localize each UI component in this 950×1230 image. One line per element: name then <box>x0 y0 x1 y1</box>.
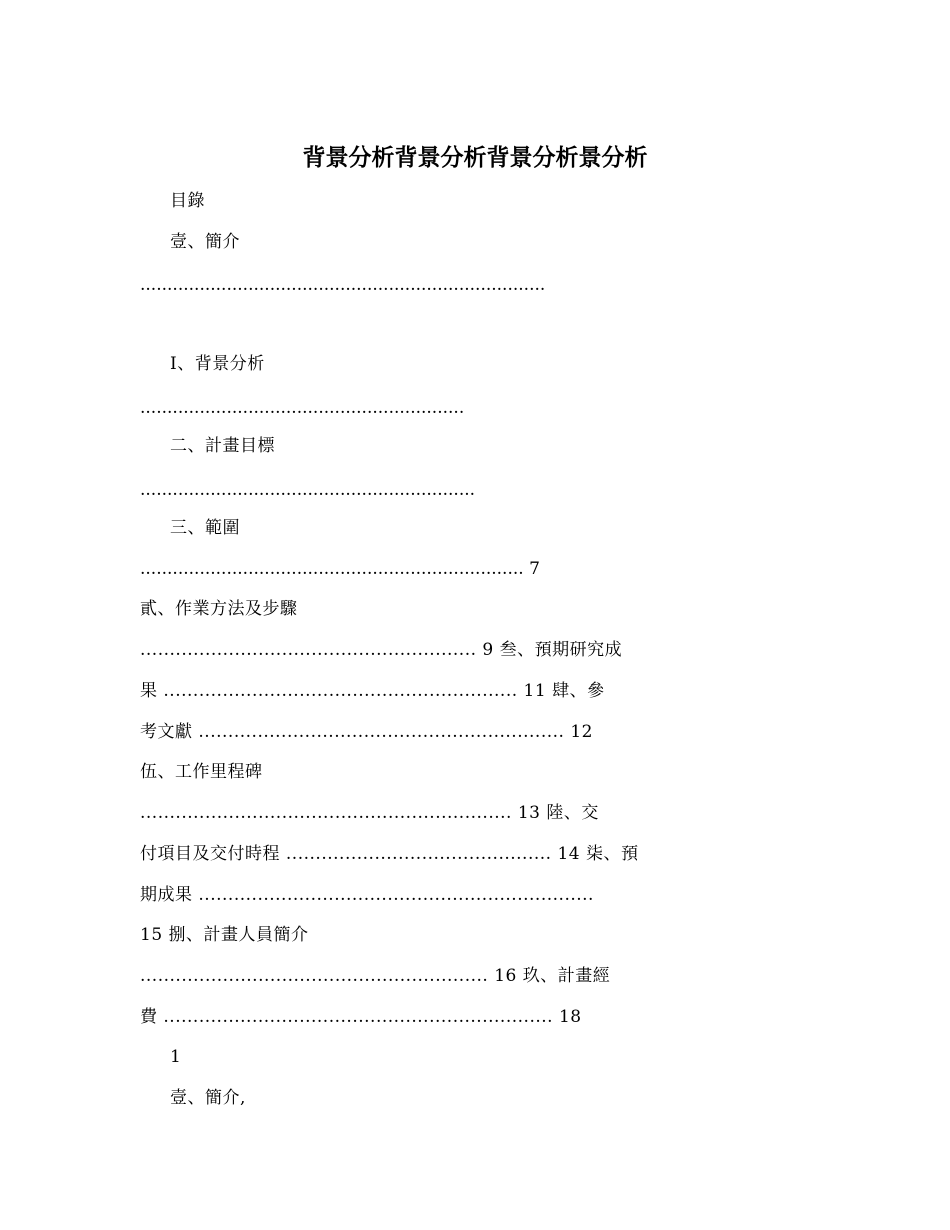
toc-dot-leader-page: ....................................................................... 7 <box>140 559 540 579</box>
toc-entry-background-analysis: Ⅰ、背景分析 <box>170 354 265 374</box>
toc-entry-introduction: 壹、簡介 <box>170 232 240 252</box>
toc-line: 考文獻 .............................................................. 12 <box>140 722 593 742</box>
section-heading-introduction: 壹、簡介, <box>170 1088 246 1108</box>
toc-line: ......................................................... 9 叁、預期研究成 <box>140 640 623 660</box>
toc-entry-milestones: 伍、工作里程碑 <box>140 762 263 782</box>
toc-line: 費 .................................................................. 18 <box>140 1007 582 1027</box>
toc-entry-scope: 三、範圍 <box>170 518 240 538</box>
toc-dot-leader: ............................................................ <box>140 398 465 418</box>
toc-heading: 目錄 <box>170 191 205 211</box>
page-number: 1 <box>170 1047 182 1067</box>
document-title: 背景分析背景分析背景分析景分析 <box>302 144 648 171</box>
toc-entry-plan-objectives: 二、計畫目標 <box>170 436 275 456</box>
toc-line: ............................................................... 13 陸、交 <box>140 803 599 823</box>
toc-line: 付項目及交付時程 ............................................. 14 柒、預 <box>140 844 639 864</box>
toc-line: ........................................................... 16 玖、計畫經 <box>140 966 611 986</box>
toc-line: 期成果 ................................................................... <box>140 885 594 905</box>
toc-line: 果 ............................................................ 11 肆、參 <box>140 681 605 701</box>
toc-dot-leader: ........................................................................... <box>140 275 546 295</box>
toc-entry-methods: 貳、作業方法及步驟 <box>140 599 298 619</box>
toc-line: 15 捌、計畫人員簡介 <box>140 925 309 945</box>
toc-dot-leader: .............................................................. <box>140 480 476 500</box>
